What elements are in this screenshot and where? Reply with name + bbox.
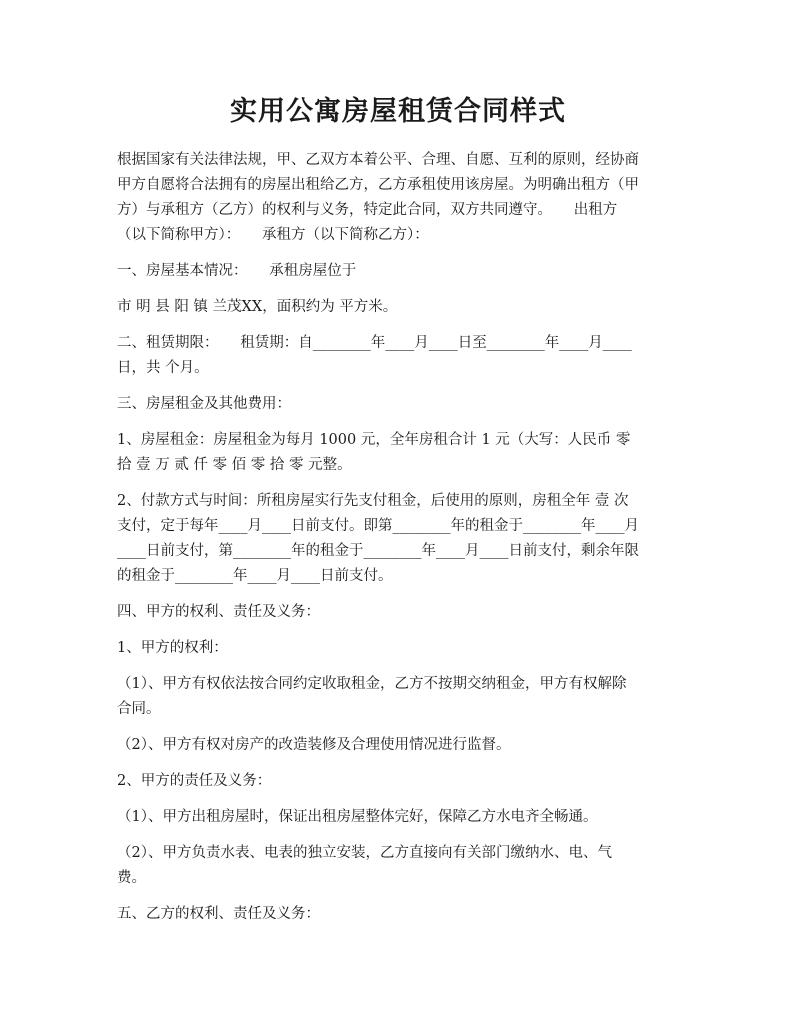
- subheading-party-a-rights: [117, 636, 683, 661]
- text-line: 五、乙方的权利、责任及义务：: [117, 906, 320, 922]
- paragraph-intro: [117, 148, 683, 248]
- paragraph-party-a-right-2: [117, 733, 683, 758]
- text-line: （2）、甲方有权对房产的改造装修及合理使用情况进行监督。: [117, 737, 511, 753]
- text-line: 根据国家有关法律法规，甲、乙双方本着公平、合理、自愿、互利的原则，经协商: [117, 152, 639, 168]
- paragraph-payment-terms: [117, 489, 683, 589]
- text-line: 日，共 个月。: [117, 360, 209, 376]
- text-line: 市 明 县 阳 镇 兰茂XX，面积约为 平方米。: [117, 299, 398, 315]
- paragraph-rent-amount: [117, 428, 683, 478]
- paragraph-property-location: [117, 295, 683, 320]
- section-heading-party-a: [117, 600, 683, 625]
- section-heading-property-info: [117, 259, 683, 284]
- text-line: 甲方自愿将合法拥有的房屋出租给乙方，乙方承租使用该房屋。为明确出租方（甲: [117, 177, 639, 193]
- text-line: 2、付款方式与时间：所租房屋实行先支付租金，后使用的原则，房租全年 壹 次: [117, 493, 629, 509]
- paragraph-lease-term: [117, 331, 683, 381]
- text-line: （1）、甲方出租房屋时，保证出租房屋整体完好，保障乙方水电齐全畅通。: [117, 809, 598, 825]
- text-line: ____日前支付，第________年的租金于________年____月____日前支付，剩余年限: [117, 543, 639, 559]
- text-line: 2、甲方的责任及义务：: [117, 773, 272, 789]
- text-line: 支付，定于每年____月____日前支付。即第________年的租金于________年____月: [117, 518, 639, 534]
- paragraph-party-a-duty-1: [117, 805, 683, 830]
- text-line: 合同。: [117, 701, 161, 717]
- text-line: 的租金于________年____月____日前支付。: [117, 568, 393, 584]
- text-line: （1）、甲方有权依法按合同约定收取租金，乙方不按期交纳租金，甲方有权解除: [117, 676, 627, 692]
- section-heading-party-b: [117, 902, 683, 927]
- document-body: [117, 148, 683, 938]
- subheading-party-a-duties: [117, 769, 683, 794]
- text-line: 拾 壹 万 贰 仟 零 佰 零 拾 零 元整。: [117, 457, 352, 473]
- text-line: 四、甲方的权利、责任及义务：: [117, 604, 320, 620]
- text-line: 费。: [117, 870, 146, 886]
- paragraph-party-a-duty-2: [117, 841, 683, 891]
- text-line: 一、房屋基本情况： 承租房屋位于: [117, 263, 357, 279]
- paragraph-party-a-right-1: [117, 672, 683, 722]
- text-line: 1、房屋租金：房屋租金为每月 1000 元，全年房租合计 1 元（大写：人民币 零: [117, 432, 631, 448]
- text-line: 二、租赁期限： 租赁期：自________年____月____日至________年____月____: [117, 335, 632, 351]
- document-title: 实用公寓房屋租赁合同样式: [230, 96, 566, 127]
- text-line: 方）与承租方（乙方）的权利与义务，特定此合同，双方共同遵守。 出租方: [117, 202, 618, 218]
- text-line: （以下简称甲方）： 承租方（以下简称乙方）：: [117, 227, 429, 243]
- text-line: 1、甲方的权利：: [117, 640, 228, 656]
- section-heading-rent-fees: [117, 392, 683, 417]
- text-line: （2）、甲方负责水表、电表的独立安装，乙方直接向有关部门缴纳水、电、气: [117, 845, 612, 861]
- text-line: 三、房屋租金及其他费用：: [117, 396, 291, 412]
